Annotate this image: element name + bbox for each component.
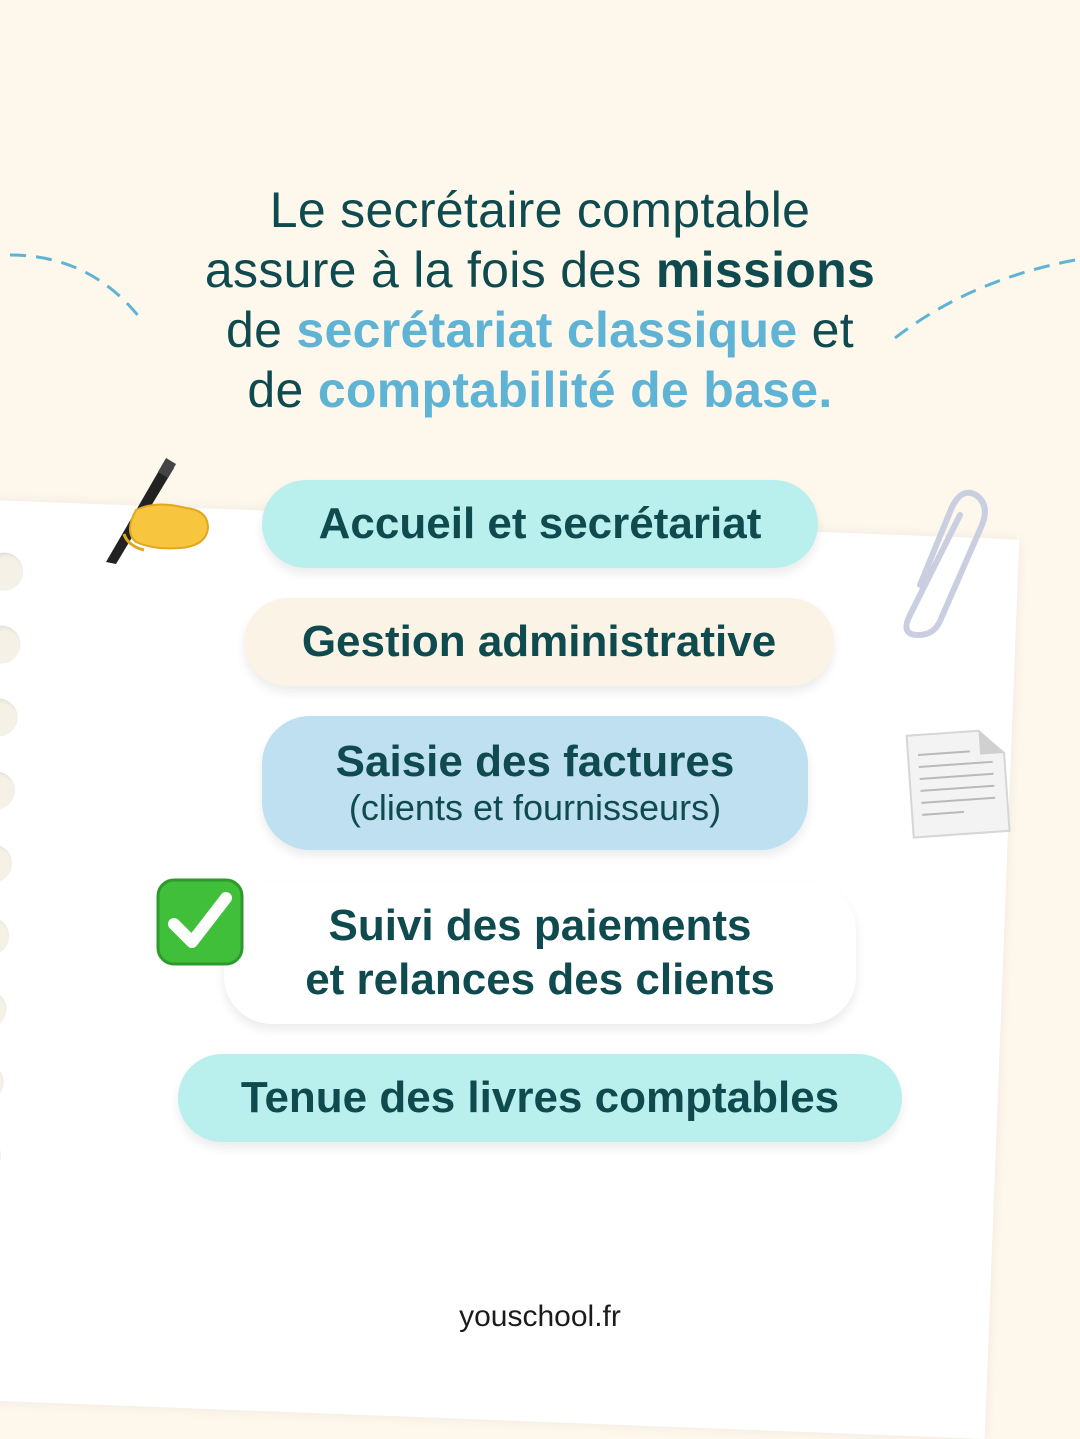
task-pill-gestion (244, 598, 834, 686)
headline-text: et (797, 302, 854, 358)
task-pill-saisie (262, 716, 808, 850)
dashed-curve-left (0, 240, 150, 330)
writing-hand-icon (96, 450, 216, 570)
task-label: Saisie des factures (335, 737, 735, 786)
binder-hole (0, 990, 7, 1029)
footer-site: youschool.fr (459, 1300, 621, 1333)
headline-text: de (226, 302, 297, 358)
task-label: Accueil et secrétariat (318, 499, 762, 548)
paperclip-icon (890, 485, 1000, 645)
headline-line-2 (140, 240, 940, 300)
binder-hole (0, 844, 13, 883)
binder-hole (0, 917, 10, 956)
headline-text: assure à la fois des (204, 242, 656, 298)
task-pill-accueil (262, 480, 818, 568)
task-sublabel: (clients et fournisseurs) (348, 787, 722, 828)
headline-bold-text: missions (655, 242, 876, 298)
check-mark-button-icon (152, 874, 248, 970)
headline-accent-text: secrétariat classique (296, 302, 798, 358)
headline-line-1: Le secrétaire comptable (269, 182, 811, 238)
task-pill-tenue (178, 1054, 902, 1142)
binder-hole (0, 771, 16, 810)
task-label-line-2: et relances des clients (305, 955, 775, 1004)
headline-accent-text: comptabilité de base. (317, 362, 833, 418)
document-icon (902, 722, 1022, 842)
headline (140, 180, 940, 420)
binder-hole (0, 1063, 4, 1102)
task-label: Gestion administrative (301, 617, 777, 666)
binder-hole (0, 552, 24, 591)
headline-text: de (247, 362, 318, 418)
headline-line-4 (140, 360, 940, 420)
headline-line-3 (140, 300, 940, 360)
binder-hole (0, 1135, 2, 1174)
task-pill-suivi (224, 882, 856, 1024)
task-label: Tenue des livres comptables (240, 1073, 840, 1122)
binder-hole (0, 698, 18, 737)
task-label: Suivi des paiements (328, 901, 752, 950)
binder-hole (0, 625, 21, 664)
